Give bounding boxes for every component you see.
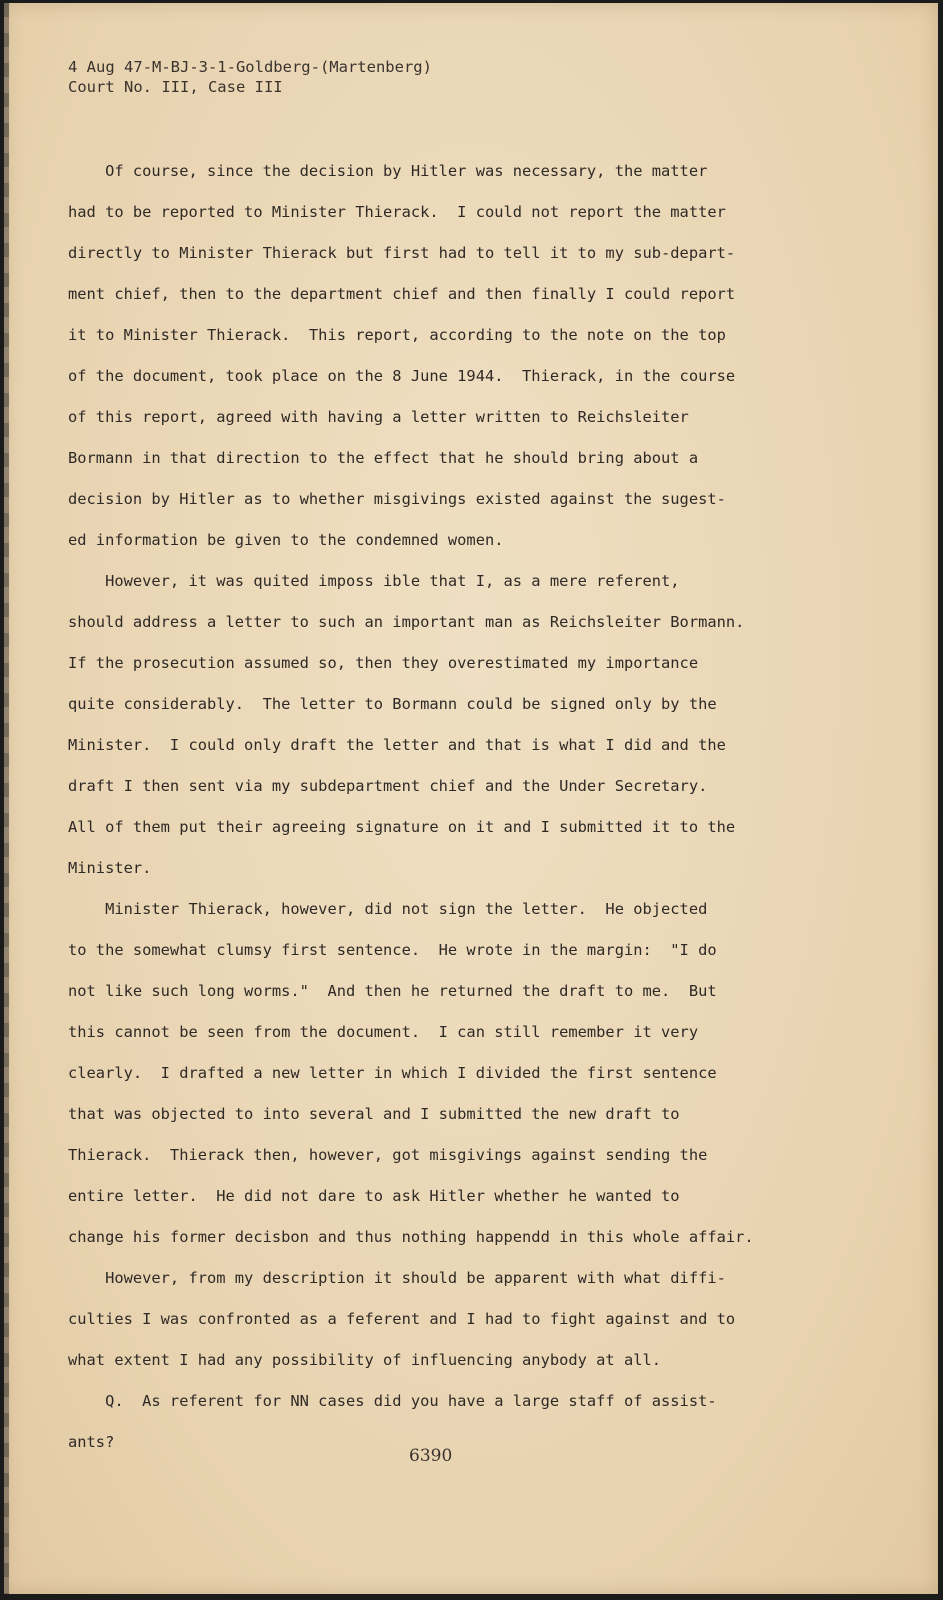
document-body <box>68 151 918 1463</box>
text-line: should address a letter to such an important man as Reichsleiter Bormann. <box>68 613 745 631</box>
text-line: All of them put their agreeing signature on it and I submitted it to the <box>68 818 736 836</box>
text-line: entire letter. He did not dare to ask Hitler whether he wanted to <box>68 1187 680 1205</box>
text-line: clearly. I drafted a new letter in which I divided the first sentence <box>68 1064 717 1082</box>
text-line: Minister Thierack, however, did not sign the letter. He objected <box>68 900 708 918</box>
text-line: directly to Minister Thierack but first had to tell it to my sub-depart- <box>68 244 736 262</box>
text-line: this cannot be seen from the document. I can still remember it very <box>68 1023 699 1041</box>
text-line: Minister. <box>68 859 152 877</box>
text-line: quite considerably. The letter to Bormann could be signed only by the <box>68 695 717 713</box>
text-line: However, it was quited imposs ible that I, as a mere referent, <box>68 572 680 590</box>
document-header <box>68 57 432 97</box>
header-reference: 4 Aug 47-M-BJ-3-1-Goldberg-(Martenberg) <box>68 58 432 76</box>
text-line: it to Minister Thierack. This report, according to the note on the top <box>68 326 726 344</box>
text-line: draft I then sent via my subdepartment chief and the Under Secretary. <box>68 777 708 795</box>
text-line: what extent I had any possibility of influencing anybody at all. <box>68 1351 662 1369</box>
text-line: Thierack. Thierack then, however, got misgivings against sending the <box>68 1146 708 1164</box>
text-line: of the document, took place on the 8 June 1944. Thierack, in the course <box>68 367 736 385</box>
text-line: of this report, agreed with having a letter written to Reichsleiter <box>68 408 689 426</box>
text-line: Of course, since the decision by Hitler was necessary, the matter <box>68 162 708 180</box>
text-line: Q. As referent for NN cases did you have a large staff of assist- <box>68 1392 717 1410</box>
text-line: that was objected to into several and I submitted the new draft to <box>68 1105 680 1123</box>
text-line: ment chief, then to the department chief and then finally I could report <box>68 285 736 303</box>
text-line: Bormann in that direction to the effect that he should bring about a <box>68 449 699 467</box>
document-page <box>4 3 938 1594</box>
text-line: ants? <box>68 1433 115 1451</box>
text-line: not like such long worms." And then he returned the draft to me. But <box>68 982 717 1000</box>
header-court: Court No. III, Case III <box>68 78 283 96</box>
text-line: change his former decisbon and thus nothing happendd in this whole affair. <box>68 1228 754 1246</box>
page-number: 6390 <box>409 1446 453 1466</box>
text-line: had to be reported to Minister Thierack. I could not report the matter <box>68 203 726 221</box>
text-line: If the prosecution assumed so, then they overestimated my importance <box>68 654 699 672</box>
text-line: Minister. I could only draft the letter and that is what I did and the <box>68 736 726 754</box>
text-line: to the somewhat clumsy first sentence. He wrote in the margin: "I do <box>68 941 717 959</box>
binding-edge <box>4 3 9 1594</box>
text-line: culties I was confronted as a feferent and I had to fight against and to <box>68 1310 736 1328</box>
text-line: However, from my description it should be apparent with what diffi- <box>68 1269 726 1287</box>
text-line: ed information be given to the condemned women. <box>68 531 504 549</box>
text-line: decision by Hitler as to whether misgivings existed against the sugest- <box>68 490 726 508</box>
